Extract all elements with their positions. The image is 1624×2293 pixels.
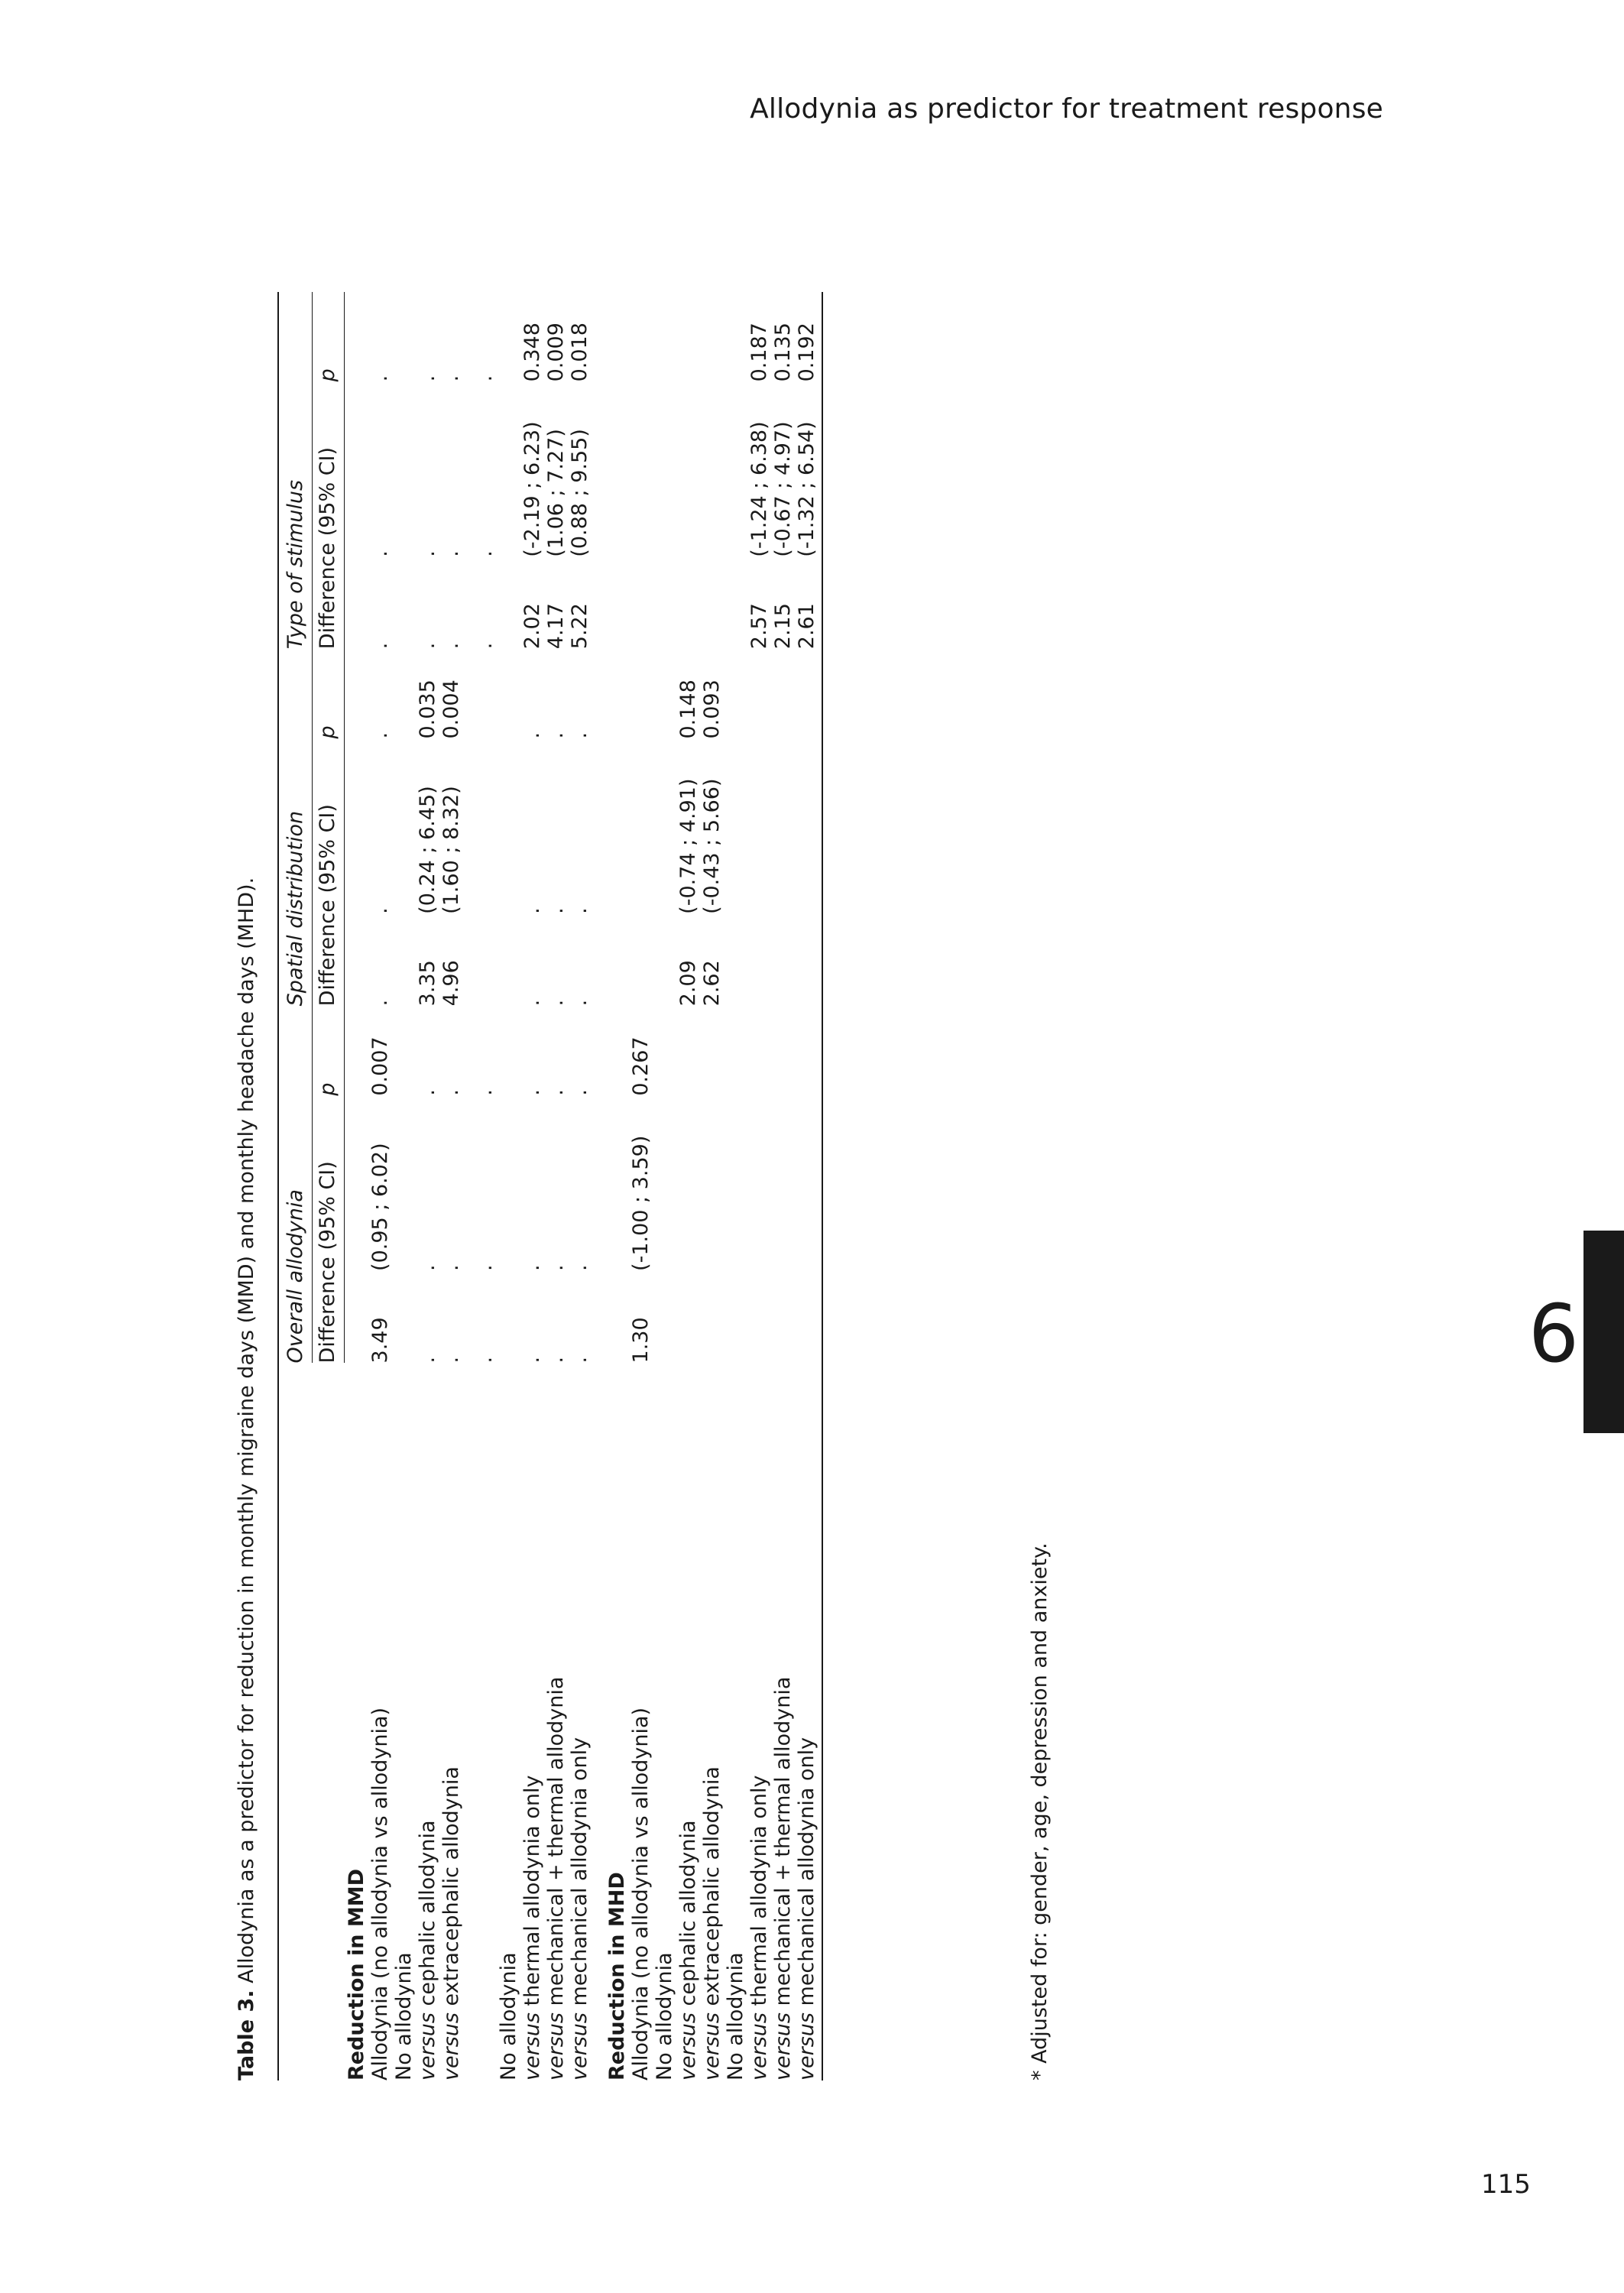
- cell-ci: [653, 381, 676, 556]
- subheader-diff: Difference (95% CI): [313, 1096, 345, 1364]
- cell-ci: .: [568, 907, 592, 914]
- cell-p: .: [416, 1089, 439, 1096]
- cell-p: [771, 649, 795, 738]
- cell-ci: [629, 381, 653, 556]
- row-label: [416, 1363, 439, 2081]
- cell-ci: [653, 739, 676, 914]
- cell-diff: [653, 1271, 676, 1364]
- cell-ci: [497, 739, 520, 914]
- cell-p: 0.009: [544, 323, 568, 382]
- chapter-tab: [1583, 1231, 1624, 1433]
- row-label-prefix: versus: [771, 2012, 795, 2081]
- cell-diff: .: [439, 1356, 463, 1364]
- table-row: [795, 292, 822, 2081]
- cell-p: [497, 1006, 520, 1095]
- table-row: [520, 292, 544, 2081]
- cell-ci: (-1.32 ; 6.54): [795, 381, 822, 556]
- cell-diff: [771, 1271, 795, 1364]
- subheader-diff: Difference (95% CI): [313, 739, 345, 1007]
- cell-diff: 1.30: [629, 1317, 653, 1364]
- page-number: 115: [1481, 2169, 1531, 2200]
- cell-ci: [747, 739, 771, 914]
- row-label-prefix: versus: [795, 2012, 818, 2081]
- subheader-p: p: [313, 1006, 345, 1095]
- cell-ci: .: [368, 907, 392, 914]
- cell-diff: [463, 914, 497, 1007]
- cell-p: [795, 649, 822, 738]
- cell-diff: [700, 557, 724, 650]
- row-label-prefix: versus: [568, 2012, 592, 2081]
- cell-diff: 5.22: [568, 603, 592, 650]
- row-label-text: mechanical + thermal allodynia: [544, 1676, 568, 2013]
- rotated-table-block: [233, 277, 1058, 2081]
- cell-diff: 2.09: [676, 960, 700, 1007]
- table-row: [700, 292, 724, 2081]
- cell-diff: [747, 1271, 771, 1364]
- cell-p: 0.135: [771, 323, 795, 382]
- row-label-prefix: versus: [676, 2012, 700, 2081]
- cell-ci: [771, 1096, 795, 1271]
- row-label-text: No allodynia: [392, 1952, 416, 2081]
- table-row: [463, 292, 497, 2081]
- subheader-diff: Difference (95% CI): [313, 381, 345, 649]
- table-row: [676, 292, 700, 2081]
- cell-diff: 4.96: [439, 960, 463, 1007]
- cell-p: [676, 1006, 700, 1095]
- cell-diff: .: [473, 1356, 497, 1364]
- cell-ci: [724, 1096, 747, 1271]
- row-label-text: extracephalic allodynia: [700, 1766, 724, 2013]
- cell-p: .: [544, 1089, 568, 1096]
- cell-ci: .: [368, 550, 392, 557]
- cell-diff: .: [368, 999, 392, 1007]
- cell-ci: [724, 739, 747, 914]
- table-row: [439, 292, 463, 2081]
- cell-diff: .: [544, 1356, 568, 1364]
- row-label-prefix: versus: [544, 2012, 568, 2081]
- group-header-stimulus: Type of stimulus: [278, 292, 313, 649]
- cell-diff: .: [520, 999, 544, 1007]
- cell-ci: [629, 739, 653, 914]
- row-label: [653, 1363, 676, 2081]
- cell-p: [629, 649, 653, 738]
- cell-diff: [653, 914, 676, 1007]
- cell-ci: .: [520, 1264, 544, 1271]
- row-label: [795, 1363, 822, 2081]
- row-label: [771, 1363, 795, 2081]
- cell-diff: [795, 1271, 822, 1364]
- cell-ci: (1.06 ; 7.27): [544, 429, 568, 557]
- row-label-text: No allodynia: [653, 1952, 676, 2081]
- row-label: [724, 1363, 747, 2081]
- row-label: [747, 1363, 771, 2081]
- cell-ci: .: [473, 1264, 497, 1271]
- cell-p: .: [473, 1089, 497, 1096]
- cell-ci: [795, 739, 822, 914]
- cell-p: [463, 649, 497, 738]
- cell-ci: (0.95 ; 6.02): [368, 1143, 392, 1271]
- cell-diff: [795, 914, 822, 1007]
- cell-diff: .: [416, 642, 439, 650]
- cell-p: 0.187: [747, 323, 771, 382]
- cell-ci: (-1.24 ; 6.38): [747, 421, 771, 557]
- cell-p: 0.348: [520, 323, 544, 382]
- cell-p: [771, 1006, 795, 1095]
- row-label-text: Allodynia (no allodynia vs allodynia): [368, 1707, 392, 2081]
- table-row: [568, 292, 592, 2081]
- row-label-text: mechanical + thermal allodynia: [771, 1676, 795, 2013]
- cell-p: 0.004: [439, 679, 463, 739]
- section-header-row: [605, 292, 629, 2081]
- cell-diff: 2.62: [700, 960, 724, 1007]
- header-blank: [313, 1363, 345, 2081]
- cell-diff: [497, 1271, 520, 1364]
- cell-p: 0.093: [700, 679, 724, 739]
- cell-p: [700, 1006, 724, 1095]
- cell-p: .: [520, 1089, 544, 1096]
- cell-p: 0.035: [416, 679, 439, 739]
- cell-diff: [724, 1271, 747, 1364]
- cell-diff: [676, 557, 700, 650]
- table-caption-text: Allodynia as a predictor for reduction in monthly migraine days (MMD) and monthly headache days (MHD).: [235, 877, 258, 1983]
- cell-diff: .: [416, 1356, 439, 1364]
- cell-p: [392, 649, 416, 738]
- cell-diff: .: [544, 999, 568, 1007]
- row-label-prefix: versus: [747, 2012, 771, 2081]
- table-row: [392, 292, 416, 2081]
- cell-p: .: [520, 731, 544, 739]
- cell-p: 0.267: [629, 1036, 653, 1096]
- cell-p: [653, 1006, 676, 1095]
- cell-ci: [392, 1096, 416, 1271]
- cell-p: .: [439, 375, 463, 382]
- cell-diff: [392, 1271, 416, 1364]
- cell-ci: (0.88 ; 9.55): [568, 429, 592, 557]
- subheader-p: p: [313, 292, 345, 381]
- cell-diff: 3.35: [416, 960, 439, 1007]
- cell-p: 0.192: [795, 292, 822, 381]
- row-label: [497, 1363, 520, 2081]
- table-row: [368, 292, 392, 2081]
- cell-diff: 2.61: [795, 557, 822, 650]
- group-header-row: [278, 292, 313, 2081]
- cell-ci: .: [416, 550, 439, 557]
- cell-diff: [724, 557, 747, 650]
- cell-diff: .: [520, 1356, 544, 1364]
- cell-diff: [747, 914, 771, 1007]
- cell-diff: .: [439, 642, 463, 650]
- row-label: [544, 1363, 568, 2081]
- cell-diff: 4.17: [544, 603, 568, 650]
- cell-ci: .: [473, 550, 497, 557]
- cell-ci: .: [544, 907, 568, 914]
- row-label: [368, 1363, 392, 2081]
- cell-p: 0.018: [568, 323, 592, 382]
- row-label-prefix: versus: [520, 2012, 544, 2081]
- row-label: [629, 1363, 653, 2081]
- table-caption-label: Table 3.: [235, 1990, 258, 2081]
- chapter-number: 6: [1528, 1287, 1580, 1380]
- cell-ci: [771, 739, 795, 914]
- cell-diff: [771, 914, 795, 1007]
- cell-p: [795, 1006, 822, 1095]
- table-row: [416, 292, 439, 2081]
- cell-ci: [463, 739, 497, 914]
- cell-diff: 2.02: [520, 603, 544, 650]
- cell-ci: (-0.67 ; 4.97): [771, 421, 795, 557]
- row-label-prefix: versus: [439, 2012, 463, 2081]
- cell-p: [724, 649, 747, 738]
- cell-p: [392, 1006, 416, 1095]
- row-label-text: mechanical allodynia only: [568, 1737, 592, 2013]
- cell-ci: [676, 1096, 700, 1271]
- cell-ci: [392, 381, 416, 556]
- cell-p: [747, 649, 771, 738]
- cell-diff: [392, 557, 416, 650]
- cell-ci: [392, 739, 416, 914]
- section-header-row: [345, 292, 369, 2081]
- section-title: Reduction in MMD: [345, 1868, 368, 2081]
- table-row: [771, 292, 795, 2081]
- cell-ci: [724, 381, 747, 556]
- row-label: [439, 1363, 463, 2081]
- cell-ci: [795, 1096, 822, 1271]
- row-label-text: mechanical allodynia only: [795, 1737, 818, 2013]
- cell-p: [724, 1006, 747, 1095]
- running-header: Allodynia as predictor for treatment response: [750, 93, 1383, 125]
- section-gap: [592, 292, 605, 2081]
- row-label-text: extracephalic allodynia: [439, 1766, 463, 2013]
- results-table: [277, 292, 823, 2081]
- header-blank: [278, 1363, 313, 2081]
- table-row: [724, 292, 747, 2081]
- cell-diff: [700, 1271, 724, 1364]
- row-label-prefix: versus: [700, 2012, 724, 2081]
- row-label-text: thermal allodynia only: [747, 1775, 771, 2013]
- cell-diff: .: [568, 999, 592, 1007]
- cell-diff: [497, 914, 520, 1007]
- cell-diff: [629, 557, 653, 650]
- cell-p: 0.148: [676, 679, 700, 739]
- table-body: [345, 292, 823, 2081]
- cell-diff: [629, 914, 653, 1007]
- cell-ci: (1.60 ; 8.32): [439, 786, 463, 914]
- cell-p: [700, 292, 724, 381]
- table-footnote: * Adjusted for: gender, age, depression and anxiety.: [1028, 1542, 1052, 2081]
- cell-diff: .: [568, 1356, 592, 1364]
- cell-ci: (0.24 ; 6.45): [416, 786, 439, 914]
- cell-p: .: [568, 731, 592, 739]
- cell-diff: [392, 914, 416, 1007]
- row-label: [520, 1363, 544, 2081]
- cell-ci: [676, 381, 700, 556]
- cell-p: .: [368, 731, 392, 739]
- cell-p: [653, 292, 676, 381]
- table-row: [544, 292, 568, 2081]
- table-row: [653, 292, 676, 2081]
- row-label: [568, 1363, 592, 2081]
- cell-diff: 2.57: [747, 603, 771, 650]
- cell-p: [676, 292, 700, 381]
- row-label-prefix: versus: [416, 2012, 439, 2081]
- row-label-text: cephalic allodynia: [676, 1820, 700, 2013]
- cell-p: [653, 649, 676, 738]
- cell-p: [392, 292, 416, 381]
- cell-p: [497, 649, 520, 738]
- cell-diff: [653, 557, 676, 650]
- cell-ci: .: [520, 907, 544, 914]
- cell-p: [747, 1006, 771, 1095]
- cell-diff: [497, 557, 520, 650]
- cell-p: .: [473, 375, 497, 382]
- row-label: [676, 1363, 700, 2081]
- row-label: [392, 1363, 416, 2081]
- cell-ci: .: [439, 550, 463, 557]
- gap-cell: [592, 292, 605, 2081]
- section-title: Reduction in MHD: [605, 1872, 629, 2081]
- cell-ci: [700, 381, 724, 556]
- cell-diff: .: [473, 642, 497, 650]
- cell-ci: [497, 381, 520, 556]
- cell-ci: .: [568, 1264, 592, 1271]
- cell-ci: (-0.74 ; 4.91): [676, 778, 700, 914]
- row-label-text: thermal allodynia only: [520, 1775, 544, 2013]
- cell-p: [629, 292, 653, 381]
- cell-p: .: [368, 375, 392, 382]
- cell-diff: 3.49: [368, 1317, 392, 1364]
- cell-diff: .: [368, 642, 392, 650]
- cell-p: .: [544, 731, 568, 739]
- cell-p: 0.007: [368, 1036, 392, 1096]
- cell-p: .: [439, 1089, 463, 1096]
- row-label-text: No allodynia: [497, 1952, 520, 2081]
- group-header-overall: Overall allodynia: [278, 1006, 313, 1363]
- row-label-text: Allodynia (no allodynia vs allodynia): [629, 1707, 653, 2081]
- cell-p: [724, 292, 747, 381]
- cell-p: .: [568, 1089, 592, 1096]
- cell-p: [497, 292, 520, 381]
- cell-ci: .: [544, 1264, 568, 1271]
- sub-header-row: [313, 292, 345, 2081]
- cell-diff: 2.15: [771, 603, 795, 650]
- row-label: [700, 1363, 724, 2081]
- cell-diff: [676, 1271, 700, 1364]
- group-header-spatial: Spatial distribution: [278, 649, 313, 1006]
- row-label: [463, 1363, 497, 2081]
- cell-ci: [747, 1096, 771, 1271]
- cell-ci: [653, 1096, 676, 1271]
- table-caption: [233, 277, 261, 2081]
- cell-ci: (-1.00 ; 3.59): [629, 1135, 653, 1271]
- cell-ci: [700, 1096, 724, 1271]
- table-row: [747, 292, 771, 2081]
- row-label-text: No allodynia: [724, 1952, 747, 2081]
- row-label-text: cephalic allodynia: [416, 1820, 439, 2013]
- subheader-p: p: [313, 649, 345, 738]
- cell-ci: .: [439, 1264, 463, 1271]
- cell-ci: (-2.19 ; 6.23): [520, 421, 544, 557]
- table-row: [497, 292, 520, 2081]
- cell-ci: [497, 1096, 520, 1271]
- table-row: [629, 292, 653, 2081]
- cell-ci: .: [416, 1264, 439, 1271]
- cell-p: .: [416, 375, 439, 382]
- cell-diff: [724, 914, 747, 1007]
- cell-ci: (-0.43 ; 5.66): [700, 778, 724, 914]
